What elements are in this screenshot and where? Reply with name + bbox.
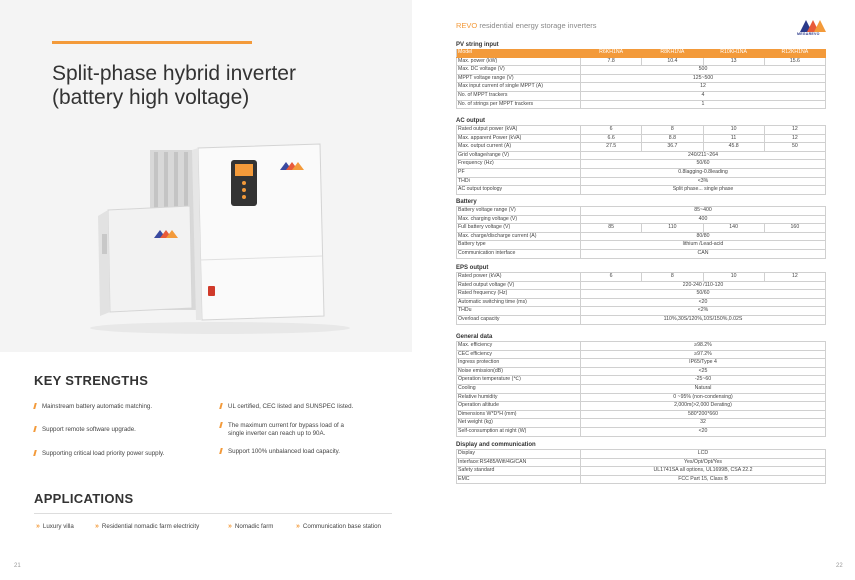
table-row (457, 376, 826, 385)
spec-label: Max. power (kW) (457, 57, 581, 66)
table-row (457, 241, 826, 250)
spec-value: 8.8 (642, 134, 703, 143)
spec-label: Frequency (Hz) (457, 160, 581, 169)
section-title: Battery (456, 199, 477, 205)
spec-value: 27.5 (581, 143, 642, 152)
spec-label: Max. DC voltage (V) (457, 66, 581, 75)
spec-value: 12 (764, 134, 825, 143)
spec-value: 10.4 (642, 57, 703, 66)
spec-label: MPPT voltage range (V) (457, 74, 581, 83)
page-number: 22 (836, 563, 843, 569)
spec-label: Rated power (kVA) (457, 273, 581, 282)
spec-value: 4 (581, 91, 826, 100)
spec-value: <20 (581, 427, 826, 436)
spec-label: Battery voltage range (V) (457, 207, 581, 216)
spec-label: Automatic switching time (ms) (457, 298, 581, 307)
spec-value: 12 (764, 273, 825, 282)
spec-value: 12 (581, 83, 826, 92)
table-row (457, 402, 826, 411)
spec-value: Yes/Opt/Opt/Yes (581, 458, 826, 467)
table-row (457, 151, 826, 160)
spec-label: Rated frequency (Hz) (457, 290, 581, 299)
table-row (457, 160, 826, 169)
page-number: 21 (14, 563, 21, 569)
table-row (457, 307, 826, 316)
strength-item: UL certified, CEC listed and SUNSPEC listed. (228, 403, 353, 411)
table-row (457, 458, 826, 467)
pv-table (456, 49, 826, 109)
chevron-right-icon: » (36, 523, 40, 530)
header-brand: REVO (456, 21, 478, 30)
table-row (457, 134, 826, 143)
table-row (457, 177, 826, 186)
spec-label: No. of MPPT trackers (457, 91, 581, 100)
spec-label: Max. apparent Power (kVA) (457, 134, 581, 143)
spec-value: 2,000m(>2,000 Derating) (581, 402, 826, 411)
application-item: » Residential nomadic farm electricity (95, 523, 200, 530)
spec-label: AC output topology (457, 186, 581, 195)
table-row (457, 273, 826, 282)
logo-text: MEGAREVO (797, 32, 820, 36)
spec-label: Dimensions W*D*H (mm) (457, 410, 581, 419)
spec-label: Rated output voltage (V) (457, 281, 581, 290)
spec-value: 50/60 (581, 290, 826, 299)
ac-table (456, 125, 826, 195)
spec-value: 11 (703, 134, 764, 143)
table-row (457, 100, 826, 109)
table-row (457, 359, 826, 368)
section-title: Display and communication (456, 442, 536, 448)
spec-value: 160 (764, 224, 825, 233)
product-title-line1: Split-phase hybrid inverter (52, 62, 296, 85)
general-section (456, 333, 826, 437)
spec-value: 125~500 (581, 74, 826, 83)
spec-value: 85~400 (581, 207, 826, 216)
spec-value: 110%,30S/120%,10S/150%,0.02S (581, 315, 826, 324)
battery-table (456, 206, 826, 259)
table-row (457, 427, 826, 436)
spec-label: Max. output current (A) (457, 143, 581, 152)
product-title (52, 62, 352, 110)
spec-label: THDu (457, 307, 581, 316)
spec-label: Relative humidity (457, 393, 581, 402)
spec-value: 6.6 (581, 134, 642, 143)
table-row (457, 91, 826, 100)
table-row (457, 315, 826, 324)
table-row (457, 249, 826, 258)
spec-value: 13 (703, 57, 764, 66)
spec-label: Max. charging voltage (V) (457, 215, 581, 224)
table-row (457, 467, 826, 476)
spec-value: 140 (703, 224, 764, 233)
table-row (457, 215, 826, 224)
spec-label: Net weight (kg) (457, 419, 581, 428)
header-subtitle: residential energy storage inverters (477, 21, 597, 30)
spec-value: Split phase... single phase (581, 186, 826, 195)
section-title: General data (456, 334, 493, 340)
table-row (457, 367, 826, 376)
spec-value: 10 (703, 273, 764, 282)
spec-value: 7.8 (581, 57, 642, 66)
table-row (457, 342, 826, 351)
table-row (457, 168, 826, 177)
table-row (457, 475, 826, 484)
display-table (456, 449, 826, 484)
spec-label: Display (457, 450, 581, 459)
spec-label: PF (457, 168, 581, 177)
header-title (456, 21, 597, 30)
right-page (412, 0, 855, 580)
spec-value: 80/80 (581, 232, 826, 241)
spec-value: -25~60 (581, 376, 826, 385)
table-row (457, 281, 826, 290)
spec-label: No. of strings per MPPT trackers (457, 100, 581, 109)
spec-value: 1 (581, 100, 826, 109)
spec-label: EMC (457, 475, 581, 484)
column-header: R12KH1NA (764, 49, 825, 57)
table-row (457, 384, 826, 393)
applications-divider (34, 513, 392, 514)
table-row (457, 224, 826, 233)
spec-value: LCD (581, 450, 826, 459)
strength-item: Supporting critical load priority power supply. (42, 450, 164, 458)
left-page (0, 0, 412, 580)
spec-label: Self-consumption at night (W) (457, 427, 581, 436)
section-title: AC output (456, 118, 485, 124)
spec-value: 15.6 (764, 57, 825, 66)
table-row (457, 207, 826, 216)
general-table (456, 341, 826, 437)
spec-value: 0.8lagging-0.8leading (581, 168, 826, 177)
pv-section (456, 41, 826, 109)
spec-value: 50/60 (581, 160, 826, 169)
table-row (457, 126, 826, 135)
spec-value: 45.8 (703, 143, 764, 152)
spec-value: 240/211~264 (581, 151, 826, 160)
table-row (457, 232, 826, 241)
spec-value: 400 (581, 215, 826, 224)
spec-value: Natural (581, 384, 826, 393)
column-header: R8KH1NA (642, 49, 703, 57)
spec-value: 32 (581, 419, 826, 428)
eps-section (456, 264, 826, 325)
product-title-line2: (battery high voltage) (52, 86, 250, 109)
table-header-row (457, 49, 826, 57)
spec-label: Operation altitude (457, 402, 581, 411)
spec-label: CEC efficiency (457, 350, 581, 359)
spec-label: Overload capacity (457, 315, 581, 324)
spec-label: Noise emission(dB) (457, 367, 581, 376)
table-row (457, 298, 826, 307)
spec-value: 110 (642, 224, 703, 233)
table-row (457, 419, 826, 428)
section-title: EPS output (456, 265, 489, 271)
spec-value: 8 (642, 273, 703, 282)
table-row (457, 186, 826, 195)
spec-label: Full battery voltage (V) (457, 224, 581, 233)
chevron-right-icon: » (228, 523, 232, 530)
chevron-right-icon: » (296, 523, 300, 530)
table-row (457, 393, 826, 402)
spec-value: FCC Part 15, Class B (581, 475, 826, 484)
applications-title: APPLICATIONS (34, 491, 134, 506)
key-strengths-title: KEY STRENGTHS (34, 373, 149, 388)
spec-value: ≥97.2% (581, 350, 826, 359)
spec-value: 0 ~95% (non-condensing) (581, 393, 826, 402)
application-item: » Nomadic farm (228, 523, 274, 530)
application-item: » Communication base station (296, 523, 381, 530)
spec-label: THDi (457, 177, 581, 186)
strength-item: Support remote software upgrade. (42, 426, 136, 434)
strength-item: Mainstream battery automatic matching. (42, 403, 152, 411)
spec-value: 500 (581, 66, 826, 75)
table-row (457, 83, 826, 92)
spec-label: Battery type (457, 241, 581, 250)
spec-label: Max input current of single MPPT (A) (457, 83, 581, 92)
spec-label: Safety standard (457, 467, 581, 476)
table-row (457, 290, 826, 299)
spec-value: <20 (581, 298, 826, 307)
table-row (457, 410, 826, 419)
column-header: R10KH1NA (703, 49, 764, 57)
ac-section (456, 117, 826, 195)
spec-value: 12 (764, 126, 825, 135)
table-row (457, 66, 826, 75)
spec-value: 6 (581, 126, 642, 135)
spec-label: Max. charge/discharge current (A) (457, 232, 581, 241)
spec-value: 220-240 /110-120 (581, 281, 826, 290)
column-header: Model (457, 49, 581, 57)
table-row (457, 57, 826, 66)
spec-value: <3% (581, 177, 826, 186)
spec-label: Cooling (457, 384, 581, 393)
spec-label: Operation temperature (℃) (457, 376, 581, 385)
table-row (457, 350, 826, 359)
spec-value: UL1741SA all options, UL1699B, CSA 22.2 (581, 467, 826, 476)
spec-value: <2% (581, 307, 826, 316)
application-item: » Luxury villa (36, 523, 74, 530)
spec-value: 6 (581, 273, 642, 282)
chevron-right-icon: » (95, 523, 99, 530)
battery-section (456, 198, 826, 259)
spec-value: ≥98.2% (581, 342, 826, 351)
product-illustration (80, 140, 380, 340)
spec-label: Max. efficiency (457, 342, 581, 351)
column-header: R6KH1NA (581, 49, 642, 57)
display-section (456, 441, 826, 484)
accent-bar (52, 41, 252, 44)
table-row (457, 74, 826, 83)
strength-item: The maximum current for bypass load of a single inverter can reach up to 90A. (228, 422, 344, 438)
table-row (457, 450, 826, 459)
spec-value: 10 (703, 126, 764, 135)
spec-value: <25 (581, 367, 826, 376)
spec-value: 50 (764, 143, 825, 152)
spec-value: 8 (642, 126, 703, 135)
spec-label: Rated output power (kVA) (457, 126, 581, 135)
spec-value: lithium /Lead-acid (581, 241, 826, 250)
spec-label: Grid voltage/range (V) (457, 151, 581, 160)
spec-label: Interface:RS485/Wifi/4G/CAN (457, 458, 581, 467)
strength-item: Support 100% unbalanced load capacity. (228, 448, 340, 456)
section-title: PV string input (456, 42, 499, 48)
table-row (457, 143, 826, 152)
eps-table (456, 272, 826, 325)
spec-value: IP65/Type 4 (581, 359, 826, 368)
spec-value: CAN (581, 249, 826, 258)
spec-label: Ingress protection (457, 359, 581, 368)
spec-value: 36.7 (642, 143, 703, 152)
spec-label: Communication interface (457, 249, 581, 258)
spec-value: 85 (581, 224, 642, 233)
spec-value: 580*200*660 (581, 410, 826, 419)
